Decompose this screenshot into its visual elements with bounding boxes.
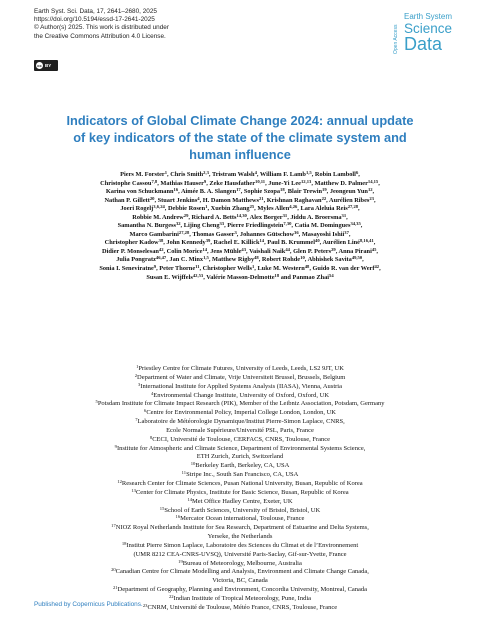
affiliation-number: 4 bbox=[150, 390, 154, 396]
author-name: Jeongeun Yun bbox=[329, 188, 368, 196]
affiliation-text: Ecole Normale Supérieure/Université PSL, Paris, France bbox=[166, 426, 314, 434]
author-name: Guido R. van der Werf bbox=[312, 265, 375, 273]
affiliation-marker: 38 bbox=[158, 238, 164, 244]
affiliation-item bbox=[50, 445, 430, 454]
author-name: Stuart Jenkins bbox=[157, 196, 198, 204]
author-name: Jan C. Minx bbox=[169, 256, 204, 264]
affiliation-text: Institute for Atmospheric and Climate Science, Department of Environmental Systems Science, bbox=[116, 444, 366, 452]
author-name: Glen P. Peters bbox=[293, 247, 332, 255]
author-name: Piers M. Forster bbox=[120, 171, 165, 178]
affiliation-marker: 29 bbox=[331, 246, 336, 252]
affiliation-marker: 49,50 bbox=[351, 255, 363, 261]
author-name: Alex Borger bbox=[249, 213, 283, 221]
affiliation-text: Berkeley Earth, Berkeley, CA, USA bbox=[195, 462, 290, 470]
affiliation-marker: 54 bbox=[329, 272, 334, 278]
author-name: Pierre Friedlingstein bbox=[227, 222, 284, 230]
affiliation-item bbox=[50, 542, 430, 551]
affiliation-text: Bureau of Meteorology, Melbourne, Australia bbox=[182, 559, 302, 567]
affiliation-marker: 14 bbox=[202, 246, 208, 252]
affiliation-marker: 3,6,24 bbox=[153, 204, 165, 210]
affiliation-text: Indian Institute of Tropical Meteorology, Pune, India bbox=[173, 594, 312, 602]
affiliation-list bbox=[50, 365, 430, 613]
author-name: Peter Thorne bbox=[159, 265, 196, 273]
affiliation-marker: 21 bbox=[258, 195, 264, 201]
author-name: Krishnan Raghavan bbox=[266, 196, 322, 204]
affiliation-marker: 29 bbox=[183, 212, 189, 218]
affiliation-marker: 17 bbox=[236, 187, 241, 193]
author-name: Masayoshi Ishii bbox=[301, 230, 345, 238]
affiliation-marker: 19 bbox=[322, 187, 327, 193]
affiliation-number: 22 bbox=[168, 593, 174, 599]
author-name: Anna Pirani bbox=[338, 247, 372, 255]
author-name: Sonia I. Seneviratne bbox=[99, 265, 154, 273]
author-name: Aurélien Ribes bbox=[329, 196, 370, 204]
affiliation-number: 5 bbox=[95, 399, 98, 405]
journal-logo-line1: Earth System bbox=[404, 12, 453, 21]
affiliation-item bbox=[50, 409, 430, 418]
affiliation-marker: 44 bbox=[285, 246, 290, 252]
author-name: Christopher Wells bbox=[202, 265, 252, 273]
affiliation-marker: 37 bbox=[344, 229, 349, 235]
author-line: Marco Gambarini$^{27,28}$, Thomas Gasser$^3$, Johannes Gütschow$^{36}$, Masayoshi Ishii$^{37}$, bbox=[129, 229, 351, 238]
affiliation-marker: 20 bbox=[149, 195, 155, 201]
affiliation-item bbox=[50, 489, 430, 498]
affiliation-marker: 25 bbox=[249, 204, 255, 210]
affiliation-text: School of Earth Sciences, University of Bristol, Bristol, UK bbox=[164, 506, 321, 514]
affiliation-marker: 4 bbox=[197, 195, 200, 201]
affiliation-marker: 1,5 bbox=[305, 170, 312, 175]
author-name: Rachel E. Killick bbox=[213, 239, 260, 247]
doi-link[interactable]: https://doi.org/10.5194/essd-17-2641-2025 bbox=[34, 16, 155, 24]
affiliation-text: (UMR 8212 CEA-CNRS-UVSQ), Université Paris-Saclay, Gif-sur-Yvette, France bbox=[133, 550, 347, 558]
affiliation-number: 18 bbox=[121, 540, 127, 546]
affiliation-marker: 6 bbox=[355, 170, 359, 175]
affiliation-marker: 34,35 bbox=[350, 221, 361, 227]
affiliation-marker: 42,53 bbox=[192, 272, 204, 278]
affiliation-text: Department of Water and Climate, Vrije Universiteit Brussel, Brussels, Belgium bbox=[137, 373, 346, 381]
affiliation-number: 14 bbox=[187, 496, 193, 502]
author-name: Lijing Cheng bbox=[183, 222, 220, 230]
affiliation-marker: 1 bbox=[205, 204, 208, 210]
author-line: Susan E. Wijffels$^{42,53}$, Valérie Masson-Delmotte$^{18}$ and Panmao Zhai$^{54}$ bbox=[146, 272, 334, 281]
author-name: Abhishek Savita bbox=[307, 256, 352, 264]
affiliation-number: 17 bbox=[111, 523, 116, 529]
author-name: June-Yi Lee bbox=[268, 179, 301, 187]
author-name: Colin Morice bbox=[166, 247, 203, 255]
affiliation-number: 8 bbox=[149, 434, 153, 440]
affiliation-number: 23 bbox=[142, 602, 148, 608]
affiliation-item bbox=[50, 453, 430, 462]
affiliation-marker: 7,30 bbox=[283, 221, 292, 227]
affiliation-marker: 31 bbox=[341, 212, 347, 218]
author-line: Nathan P. Gillett$^{20}$, Stuart Jenkins$^4$, H. Damon Matthews$^{21}$, Krishnan Raghavan$^{22}$, Aurélien Ribes$^{23}$, bbox=[104, 195, 376, 204]
author-name: Tristram Walsh bbox=[211, 171, 255, 178]
title-line: Indicators of Global Climate Change 2024: annual update bbox=[66, 113, 414, 128]
affiliation-item bbox=[50, 498, 430, 507]
affiliation-number: 7 bbox=[135, 417, 138, 423]
author-name: Christopher Kadow bbox=[104, 239, 159, 247]
author-line: Christophe Cassou$^{7,8}$, Mathias Hauser$^9$, Zeke Hausfather$^{10,11}$, June-Yi Lee$^{12,13}$, Matthew D. Palmer$^{14,15}$, bbox=[100, 178, 380, 187]
author-name: Joeri Rogelj bbox=[120, 205, 154, 213]
author-name: Didier P. Monselesan bbox=[101, 247, 159, 255]
author-line: Christopher Kadow$^{38}$, John Kennedy$^{39}$, Rachel E. Killick$^{14}$, Paul B. Krummel$^{40}$, Aurélien Liné$^{8,16,41}$, bbox=[104, 238, 376, 247]
affiliation-text: Institut Pierre Simon Laplace, Laboratoire des Sciences du Climat et de l’Environnement bbox=[126, 541, 359, 549]
author-name: Nathan P. Gillett bbox=[104, 196, 150, 204]
affiliation-marker: 12,13 bbox=[301, 178, 312, 184]
author-name: Robin Lamboll bbox=[314, 171, 356, 178]
author-name: Matthew D. Palmer bbox=[314, 179, 368, 187]
affiliation-text: CECI, Université de Toulouse, CERFACS, CNRS, Toulouse, France bbox=[152, 435, 331, 443]
affiliation-marker: 18 bbox=[280, 187, 285, 193]
affiliation-marker: 32 bbox=[175, 221, 181, 227]
affiliation-marker: 45 bbox=[371, 246, 377, 252]
affiliation-item bbox=[50, 524, 430, 533]
author-name: Samantha N. Burgess bbox=[117, 222, 176, 230]
author-name: Thomas Gasser bbox=[192, 230, 235, 238]
author-line: Karina von Schuckmann$^{16}$, Aimée B. A. Slangen$^{17}$, Sophie Szopa$^{18}$, Blair Trewin$^{19}$, Jeongeun Yun$^{12}$, bbox=[105, 187, 375, 196]
author-name: Aimée B. A. Slangen bbox=[180, 188, 237, 196]
author-name: Karina von Schuckmann bbox=[105, 188, 174, 196]
affiliation-marker: 46,47 bbox=[155, 255, 167, 261]
affiliation-marker: 12 bbox=[367, 187, 373, 193]
article-metadata bbox=[34, 8, 169, 41]
affiliation-text: Yerseke, the Netherlands bbox=[207, 533, 273, 541]
author-name: H. Damon Matthews bbox=[202, 196, 259, 204]
affiliation-marker: 9 bbox=[153, 264, 157, 270]
affiliation-marker: 8,16,41 bbox=[359, 238, 374, 244]
author-name: Julia Pongratz bbox=[116, 256, 156, 264]
author-name: Myles Allen bbox=[257, 205, 290, 213]
author-name: Susan E. Wijffels bbox=[146, 273, 193, 281]
affiliation-marker: 4,26 bbox=[289, 204, 298, 210]
journal-logo-line2: Science bbox=[404, 21, 453, 36]
affiliation-marker: 42 bbox=[158, 246, 164, 252]
affiliation-marker: 48 bbox=[304, 264, 310, 270]
affiliation-number: 9 bbox=[114, 443, 117, 449]
affiliation-marker: 48 bbox=[254, 255, 259, 261]
affiliation-marker: 4 bbox=[254, 170, 257, 175]
affiliation-number: 1 bbox=[136, 364, 139, 369]
affiliation-marker: 33 bbox=[219, 221, 225, 227]
affiliation-text: Potsdam Institute for Climate Impact Research (PIK), Member of the Leibniz Association, Potsdam, Germany bbox=[97, 400, 385, 408]
affiliation-text: Met Office Hadley Centre, Exeter, UK bbox=[192, 497, 293, 505]
affiliation-number: 12 bbox=[117, 478, 122, 484]
author-name: John Kennedy bbox=[166, 239, 206, 247]
affiliation-text: CNRM, Université de Toulouse, Météo France, CNRS, Toulouse, France bbox=[147, 603, 338, 611]
author-name: Debbie Rosen bbox=[167, 205, 206, 213]
author-name: Valérie Masson-Delmotte bbox=[206, 273, 275, 281]
affiliation-item bbox=[50, 515, 430, 524]
affiliation-text: Stripe Inc., South San Francisco, CA, USA bbox=[186, 471, 299, 479]
attribution-icon: BY bbox=[45, 63, 52, 68]
affiliation-item bbox=[50, 418, 430, 427]
affiliation-marker: 1 bbox=[164, 170, 168, 175]
affiliation-item bbox=[50, 480, 430, 489]
affiliation-marker: 39 bbox=[205, 238, 211, 244]
affiliation-marker: 31 bbox=[282, 212, 288, 218]
affiliation-item bbox=[50, 374, 430, 383]
paper-title bbox=[34, 113, 446, 163]
author-line: Samantha N. Burgess$^{32}$, Lijing Cheng$^{33}$, Pierre Friedlingstein$^{7,30}$, Catia M. Domingues$^{34,35}$, bbox=[117, 221, 363, 230]
author-name: Christophe Cassou bbox=[100, 179, 152, 187]
affiliation-marker: 14 bbox=[259, 238, 265, 244]
affiliation-marker: 22 bbox=[321, 195, 327, 201]
author-line: Didier P. Monselesan$^{42}$, Colin Morice$^{14}$, Jens Mühle$^{43}$, Vaishali Naik$^{44}$, Glen P. Peters$^{29}$, Anna Pirani$^{45}$, bbox=[101, 246, 379, 255]
affiliation-number: 21 bbox=[112, 585, 118, 591]
affiliation-text: Research Center for Climate Sciences, Pusan National University, Busan, Republic of Korea bbox=[121, 479, 363, 487]
author-line: Sonia I. Seneviratne$^9$, Peter Thorne$^{11}$, Christopher Wells$^1$, Luke M. Western$^{48}$, Guido R. van der Werf$^{42}$, bbox=[99, 264, 381, 273]
affiliation-marker: 10,11 bbox=[255, 178, 266, 184]
affiliation-number: 15 bbox=[159, 505, 165, 511]
affiliation-number: 2 bbox=[134, 372, 138, 378]
affiliation-marker: 23 bbox=[369, 195, 374, 201]
affiliation-marker: 14,15 bbox=[367, 178, 379, 184]
affiliation-text: International Institute for Applied Systems Analysis (IIASA), Vienna, Austria bbox=[140, 382, 342, 390]
affiliation-number: 19 bbox=[178, 558, 183, 564]
author-name: Paul B. Krummel bbox=[267, 239, 316, 247]
affiliation-marker: 10 bbox=[300, 255, 305, 261]
affiliation-item bbox=[50, 568, 430, 577]
author-name: Matthew Rigby bbox=[212, 256, 255, 264]
author-name: Johannes Gütschow bbox=[239, 230, 295, 238]
affiliation-marker: 18 bbox=[274, 272, 280, 278]
affiliation-item bbox=[50, 400, 430, 409]
license-line[interactable]: the Creative Commons Attribution 4.0 License. bbox=[34, 32, 166, 40]
affiliation-marker: 9 bbox=[203, 178, 207, 184]
author-name: Mathias Hauser bbox=[160, 179, 204, 187]
author-name: Marco Gambarini bbox=[129, 230, 179, 238]
author-name: Robert Rohde bbox=[261, 256, 301, 264]
affiliation-text: Center for Climate Physics, Institute for Basic Science, Busan, Republic of Korea bbox=[135, 488, 349, 496]
author-list bbox=[34, 171, 446, 282]
title-line: of key indicators of the state of the climate system and bbox=[73, 129, 407, 145]
creative-commons-icon: cc bbox=[37, 63, 42, 68]
author-name: Robbie M. Andrew bbox=[132, 213, 184, 221]
affiliation-number: 3 bbox=[138, 381, 141, 387]
author-name: Jiddu A. Broersma bbox=[290, 213, 342, 221]
affiliation-text: Victoria, BC, Canada bbox=[212, 577, 268, 585]
title-line: human influence bbox=[189, 146, 291, 162]
author-name: Zeke Hausfather bbox=[209, 179, 256, 187]
affiliation-item bbox=[50, 577, 430, 586]
affiliation-item bbox=[50, 586, 430, 595]
author-line: Robbie M. Andrew$^{29}$, Richard A. Betts$^{14,30}$, Alex Borger$^{31}$, Jiddu A. Broersma$^{31}$, bbox=[132, 212, 348, 221]
author-name: Lara Aleluia Reis bbox=[300, 205, 348, 213]
affiliation-marker: 7,8 bbox=[151, 178, 158, 184]
publisher-footer[interactable]: Published by Copernicus Publications. bbox=[34, 601, 143, 608]
affiliation-text: NIOZ Royal Netherlands Institute for Sea Research, Department of Estuarine and Delta Systems, bbox=[115, 524, 369, 532]
affiliation-marker: 36 bbox=[294, 229, 299, 235]
affiliation-marker: 27,28 bbox=[347, 204, 359, 210]
author-name: Jens Mühle bbox=[210, 247, 242, 255]
affiliation-text: Laboratoire de Météorologie Dynamique/Institut Pierre-Simon Laplace, CNRS, bbox=[137, 418, 345, 426]
open-access-label: Open Access bbox=[393, 24, 399, 54]
author-name: Richard A. Betts bbox=[191, 213, 237, 221]
affiliation-item bbox=[50, 365, 430, 374]
affiliation-marker: 27,28 bbox=[178, 229, 190, 235]
affiliation-number: 10 bbox=[190, 461, 196, 467]
affiliation-item bbox=[50, 436, 430, 445]
affiliation-number: 13 bbox=[131, 487, 136, 493]
affiliation-item bbox=[50, 551, 430, 560]
affiliation-text: Mercator Ocean international, Toulouse, France bbox=[180, 515, 305, 523]
affiliation-marker: 16 bbox=[173, 187, 179, 193]
affiliation-text: Priestley Centre for Climate Futures, University of Leeds, Leeds, LS2 9JT, UK bbox=[138, 365, 344, 372]
author-name: Sophie Szopa bbox=[243, 188, 281, 196]
cc-by-license-badge[interactable] bbox=[34, 60, 58, 71]
affiliation-text: Department of Geography, Planning and Environment, Concordia University, Montreal, Canada bbox=[117, 586, 368, 594]
copyright-line: © Author(s) 2025. This work is distributed under bbox=[34, 24, 169, 32]
affiliation-item bbox=[50, 533, 430, 542]
affiliation-text: Environmental Change Institute, University of Oxford, Oxford, UK bbox=[153, 391, 330, 399]
affiliation-marker: 2,3 bbox=[203, 170, 209, 175]
author-name: Luke M. Western bbox=[257, 265, 305, 273]
affiliation-text: Centre for Environmental Policy, Imperial College London, London, UK bbox=[146, 409, 336, 417]
citation-line: Earth Syst. Sci. Data, 17, 2641–2680, 2025 bbox=[34, 8, 157, 15]
author-line: Piers M. Forster$^1$, Chris Smith$^{2,3}$, Tristram Walsh$^4$, William F. Lamb$^{1,5}$, Robin Lamboll$^6$, bbox=[120, 170, 360, 178]
affiliation-text: ETH Zurich, Zurich, Switzerland bbox=[196, 453, 284, 461]
author-name: Vaishali Naik bbox=[249, 247, 286, 255]
journal-logo-line3: Data bbox=[404, 34, 443, 54]
author-name: Aurélien Liné bbox=[322, 239, 360, 247]
affiliation-marker: 40 bbox=[315, 238, 320, 244]
author-line: Joeri Rogelj$^{3,6,24}$, Debbie Rosen$^1$, Xuebin Zhang$^{25}$, Myles Allen$^{4,26}$, Lara Aleluia Reis$^{27,28}$, bbox=[120, 204, 360, 213]
affiliation-item bbox=[50, 462, 430, 471]
affiliation-marker: 1 bbox=[251, 264, 255, 270]
author-name: Blair Trewin bbox=[287, 188, 323, 196]
author-name: Chris Smith bbox=[170, 171, 204, 178]
affiliation-marker: 11 bbox=[195, 264, 200, 270]
affiliation-marker: 3 bbox=[234, 229, 237, 235]
affiliation-marker: 43 bbox=[241, 246, 246, 252]
author-name: Xuebin Zhang bbox=[210, 205, 250, 213]
affiliation-marker: 1,5 bbox=[203, 255, 209, 261]
affiliation-item bbox=[50, 471, 430, 480]
author-name: Panmao Zhai bbox=[292, 273, 330, 281]
affiliation-text: Canadian Centre for Climate Modelling and Analysis, Environment and Climate Change Canada, bbox=[115, 568, 369, 576]
affiliation-number: 20 bbox=[111, 567, 116, 573]
affiliation-item bbox=[50, 427, 430, 436]
author-name: Catia M. Domingues bbox=[294, 222, 351, 230]
affiliation-number: 16 bbox=[175, 514, 181, 520]
affiliation-number: 11 bbox=[181, 470, 187, 476]
author-name: William F. Lamb bbox=[259, 171, 306, 178]
affiliation-marker: 14,30 bbox=[236, 212, 247, 218]
affiliation-marker: 42 bbox=[374, 264, 380, 270]
affiliation-item bbox=[50, 383, 430, 392]
author-line: Julia Pongratz$^{46,47}$, Jan C. Minx$^{1,5}$, Matthew Rigby$^{48}$, Robert Rohde$^{10}$, Abhishek Savita$^{49,50}$, bbox=[116, 255, 364, 264]
affiliation-number: 6 bbox=[144, 408, 147, 414]
